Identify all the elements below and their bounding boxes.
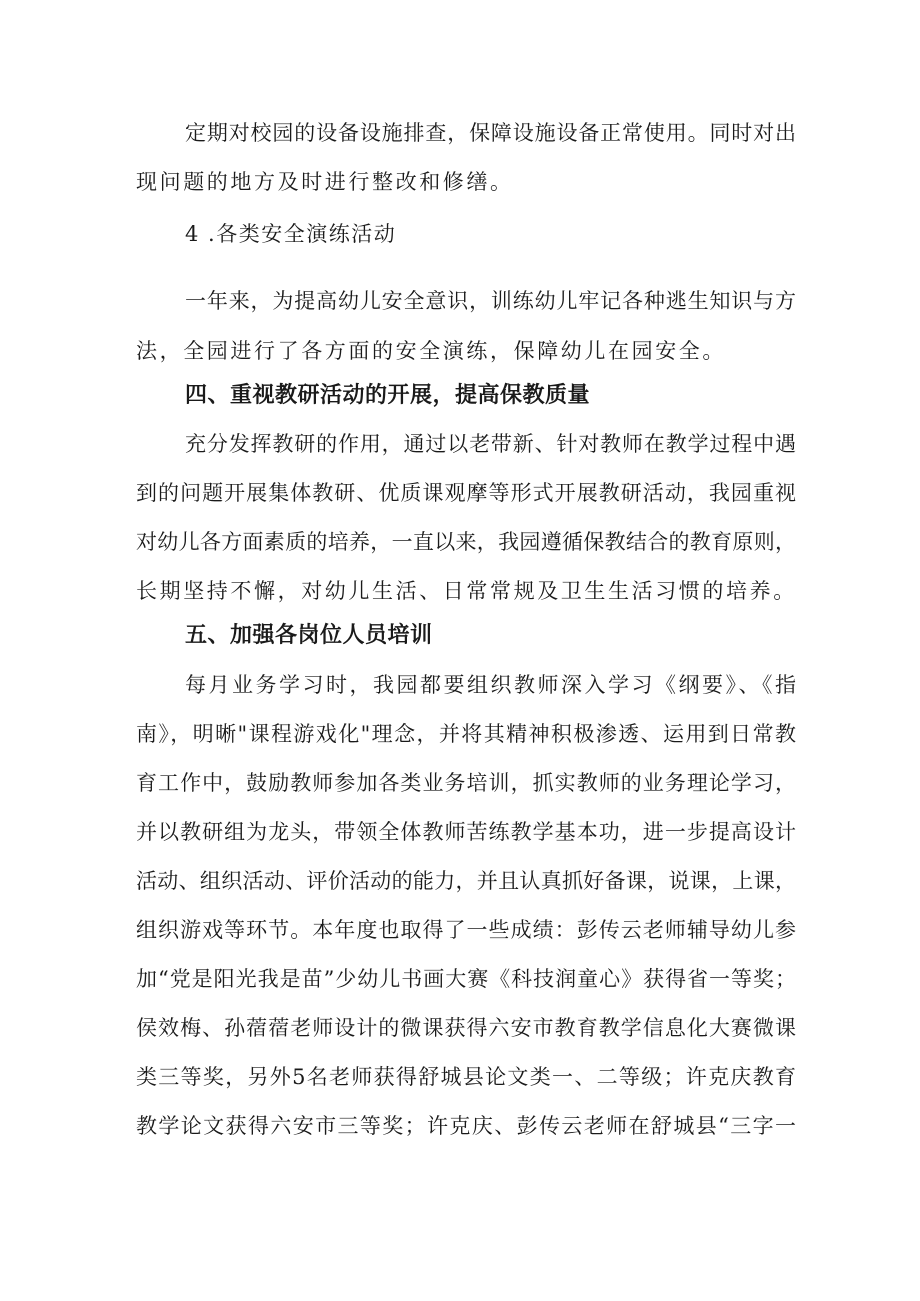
paragraph-line: 对幼儿各方面素质的培养，一直以来，我园遵循保教结合的教育原则，: [136, 530, 796, 554]
paragraph-line: 组织游戏等环节。本年度也取得了一些成绩：彭传云老师辅导幼儿参: [136, 918, 796, 942]
section-heading: 四、重视教研活动的开展，提高保教质量: [185, 383, 591, 408]
paragraph-line: 充分发挥教研的作用，通过以老带新、针对教师在教学过程中遇: [185, 432, 796, 456]
paragraph-line: 教学论文获得六安市三等奖；许克庆、彭传云老师在舒城县“三字一: [136, 1114, 796, 1138]
paragraph-line: 侯效梅、孙蓿蓿老师设计的微课获得六安市教育教学信息化大赛微课: [136, 1016, 796, 1040]
paragraph-line: 长期坚持不懈，对幼儿生活、日常常规及卫生生活习惯的培养。: [136, 579, 797, 603]
paragraph-line: 并以教研组为龙头，带领全体教师苦练教学基本功，进一步提高设计: [136, 820, 796, 844]
section-heading: 五、加强各岗位人员培训: [185, 623, 433, 648]
paragraph-line: 现问题的地方及时进行整改和修缮。: [136, 170, 514, 194]
subsection-title: 4 .各类安全演练活动: [185, 222, 397, 246]
paragraph-line: 育工作中，鼓励教师参加各类业务培训，抓实教师的业务理论学习，: [136, 771, 796, 795]
paragraph-line: 一年来，为提高幼儿安全意识，训练幼儿牢记各种逃生知识与方: [185, 289, 796, 313]
paragraph-line: 法，全园进行了各方面的安全演练，保障幼儿在园安全。: [136, 339, 726, 363]
paragraph-line: 到的问题开展集体教研、优质课观摩等形式开展教研活动，我园重视: [136, 481, 796, 505]
paragraph-line: 类三等奖，另外5名老师获得舒城县论文类一、二等级；许克庆教育: [136, 1065, 796, 1089]
paragraph-line: 每月业务学习时，我园都要组织教师深入学习《纲要》、《指: [185, 673, 796, 697]
paragraph-line: 南》，明晰"课程游戏化"理念，并将其精神积极渗透、运用到日常教: [136, 722, 796, 746]
paragraph-line: 加“党是阳光我是苗”少幼儿书画大赛《科技润童心》获得省一等奖；: [136, 967, 796, 991]
paragraph-line: 活动、组织活动、评价活动的能力，并且认真抓好备课，说课，上课，: [136, 869, 796, 893]
paragraph-line: 定期对校园的设备设施排查，保障设施设备正常使用。同时对出: [185, 121, 796, 145]
